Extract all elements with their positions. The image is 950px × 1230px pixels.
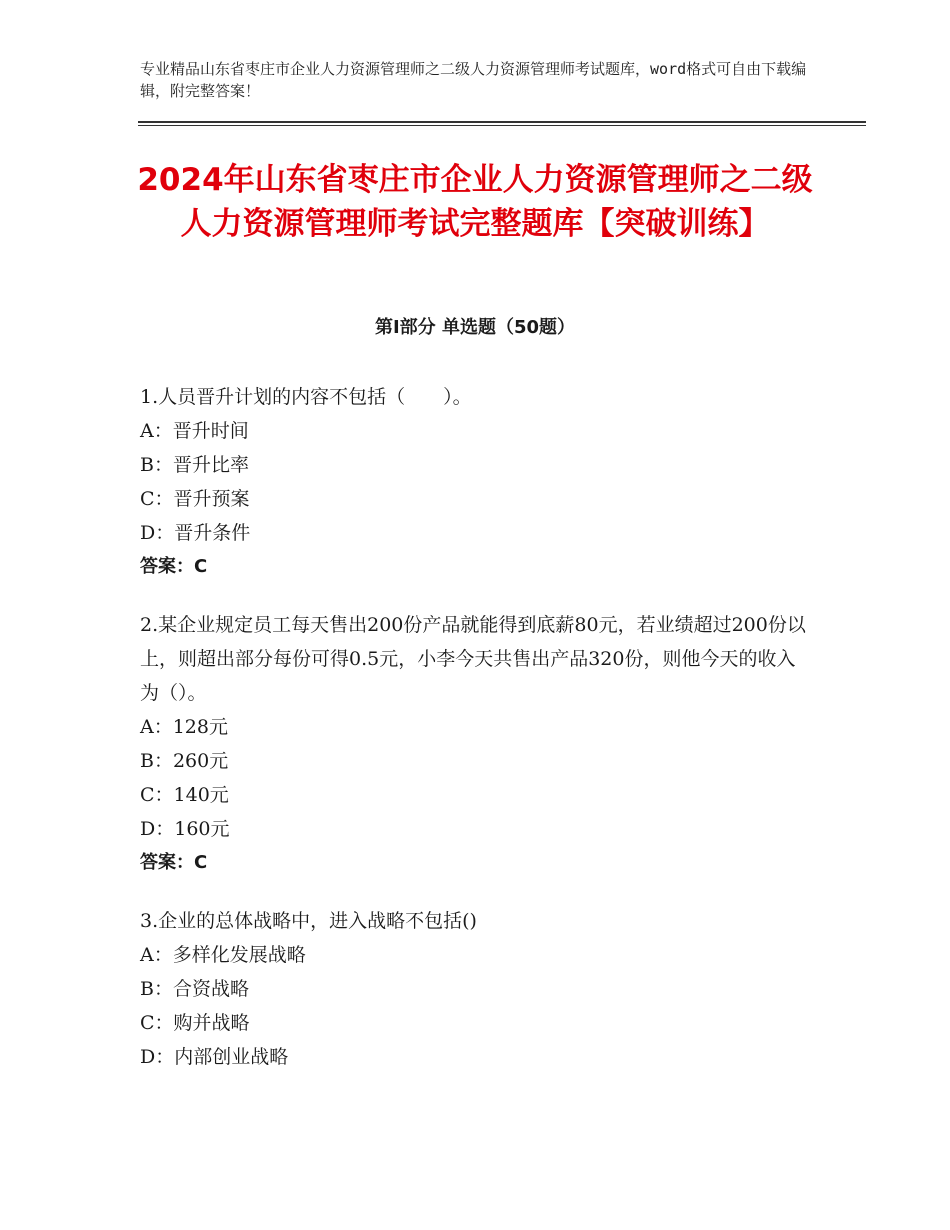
question-2 — [140, 608, 812, 880]
question-stem: 2.某企业规定员工每天售出200份产品就能得到底薪80元，若业绩超过200份以上，则超出部分每份可得0.5元，小李今天共售出产品320份，则他今天的收入为（）。 — [140, 614, 806, 704]
option-b: B：260元 — [140, 750, 229, 772]
option-d: D：晋升条件 — [140, 522, 251, 544]
option-c: C：购并战略 — [140, 1012, 250, 1034]
option-b: B：合资战略 — [140, 978, 249, 1000]
option-c: C：晋升预案 — [140, 488, 250, 510]
option-c: C：140元 — [140, 784, 229, 806]
header-divider — [138, 121, 866, 123]
answer: 答案：C — [140, 556, 208, 577]
document-title: 2024年山东省枣庄市企业人力资源管理师之二级人力资源管理师考试完整题库【突破训练】 — [137, 162, 813, 242]
question-3 — [140, 904, 812, 1074]
answer: 答案：C — [140, 852, 208, 873]
header-divider-thin — [138, 125, 866, 126]
header-note: 专业精品山东省枣庄市企业人力资源管理师之二级人力资源管理师考试题库，word格式可自由下载编辑，附完整答案！ — [140, 60, 807, 100]
section-heading: 第Ⅰ部分 单选题（50题） — [374, 317, 575, 338]
question-stem: 3.企业的总体战略中，进入战略不包括() — [140, 910, 477, 932]
option-d: D：内部创业战略 — [140, 1046, 289, 1068]
question-1 — [140, 380, 812, 584]
option-a: A：128元 — [140, 716, 228, 738]
option-a: A：多样化发展战略 — [140, 944, 306, 966]
option-b: B：晋升比率 — [140, 454, 249, 476]
option-d: D：160元 — [140, 818, 230, 840]
question-list — [140, 380, 812, 1098]
question-stem: 1.人员晋升计划的内容不包括（ ）。 — [140, 386, 472, 408]
option-a: A：晋升时间 — [140, 420, 249, 442]
